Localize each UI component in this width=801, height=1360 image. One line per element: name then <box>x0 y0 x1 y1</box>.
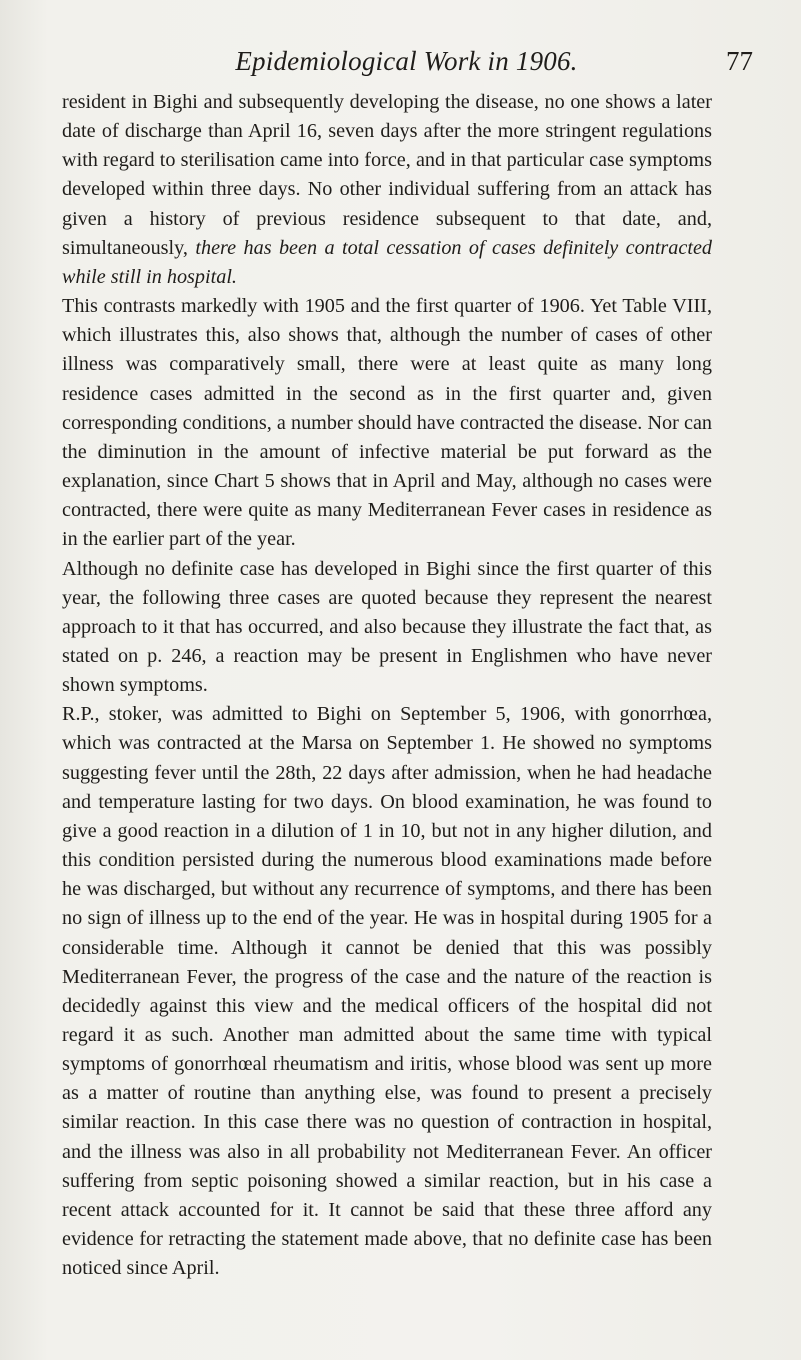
paragraph-2-text: This contrasts markedly with 1905 and the first quarter of 1906. Yet Table VIII, which illustrates this, also shows that, although the number of cases of other illness was comparatively small, there were at least quite as many long residence cases admitted in the second as in the first quarter and, given corresponding conditions, a number should have contracted the disease. Nor can the diminution in the amount of infective material be put forward as the explanation, since Chart 5 shows that in April and May, although no cases were contracted, there were quite as many Mediterranean Fever cases in residence as in the earlier part of the year. <box>62 295 712 551</box>
paragraph-1-emphasis: there has been a total cessation of cases definitely contracted while still in hospital. <box>62 236 712 288</box>
running-title: Epidemiological Work in 1906. <box>235 46 578 76</box>
page-number: 77 <box>726 46 753 76</box>
paragraph-4-text: R.P., stoker, was admitted to Bighi on September 5, 1906, with gonorrhœa, which was contracted at the Marsa on September 1. He showed no symptoms suggesting fever until the 28th, 22 days after admission, when he had headache and temperature lasting for two days. On blood examination, he was found to give a good reaction in a dilution of 1 in 10, but not in any higher dilution, and this condition persisted during the numerous blood examinations made before he was discharged, but without any recurrence of symptoms, and there has been no sign of illness up to the end of the year. He was in hospital during 1905 for a considerable time. Although it cannot be denied that this was possibly Mediterranean Fever, the progress of the case and the nature of the reaction is decidedly against this view and the medical officers of the hospital did not regard it as such. Another man admitted about the same time with typical symptoms of gonorrhœal rheumatism and iritis, whose blood was sent up more as a matter of routine than anything else, was found to present a precisely similar reaction. In this case there was no question of contraction in hospital, and the illness was also in all probability not Mediterranean Fever. An officer suffering from septic poisoning showed a similar reaction, but in his case a recent attack accounted for it. It cannot be said that these three afford any evidence for retracting the statement made above, that no definite case has been noticed since April. <box>62 703 712 1280</box>
running-head <box>60 46 753 86</box>
paragraph-1 <box>62 88 712 292</box>
paragraph-3 <box>62 555 712 701</box>
paragraph-1-text: resident in Bighi and subsequently developing the disease, no one shows a later date of discharge than April 16, seven days after the more stringent regulations with regard to sterilisation came into force, and in that particular case symptoms developed within three days. No other individual suffering from an attack has given a history of previous residence subsequent to that date, and, simultaneously, <box>62 91 712 259</box>
body-text <box>62 88 712 1283</box>
paragraph-2 <box>62 292 712 554</box>
paragraph-4 <box>62 700 712 1283</box>
paragraph-3-text: Although no definite case has developed in Bighi since the first quarter of this year, the following three cases are quoted because they represent the nearest approach to it that has occurred, and also because they illustrate the fact that, as stated on p. 246, a reaction may be present in Englishmen who have never shown symptoms. <box>62 557 712 697</box>
